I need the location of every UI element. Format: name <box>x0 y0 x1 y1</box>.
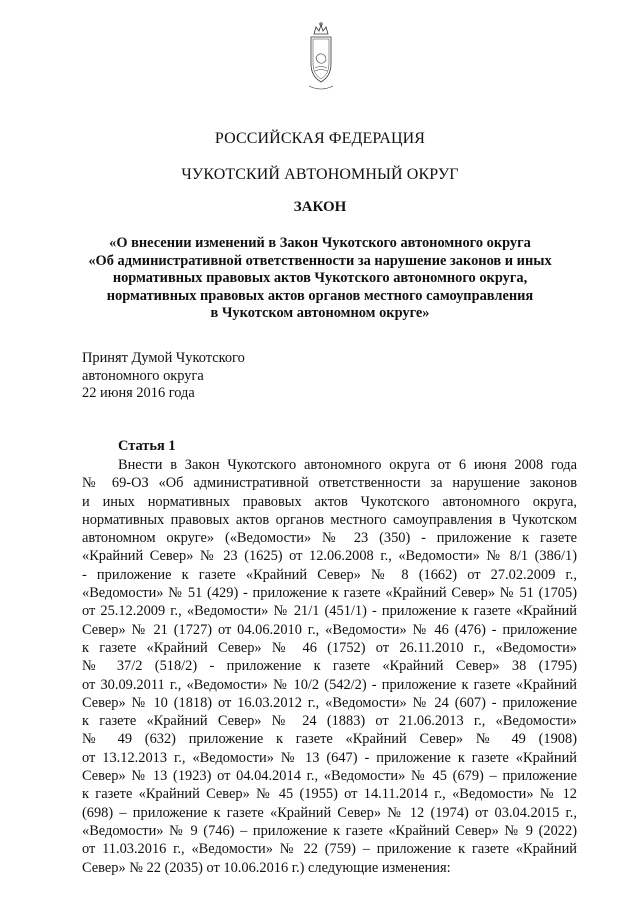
adoption-note <box>82 350 245 403</box>
article-body-line: «Крайний Север» № 23 (1625) от 12.06.2008 г., «Ведомости» № 8/1 (386/1) <box>82 548 577 565</box>
article-body-line: от 13.12.2013 г., «Ведомости» № 13 (647) - приложение к газете «Крайний <box>82 749 577 766</box>
law-title <box>60 235 580 323</box>
document-type: ЗАКОН <box>293 199 347 215</box>
article-body-line: от 25.12.2009 г., «Ведомости» № 21/1 (451/1) - приложение к газете «Крайний <box>82 603 577 620</box>
article-body-line: № 69-ОЗ «Об административной ответственности за нарушение законов <box>82 475 577 492</box>
adoption-line: Принят Думой Чукотского <box>82 350 245 366</box>
article-body-line: «Ведомости» № 51 (429) - приложение к газете «Крайний Север» № 51 (1705) <box>82 585 577 602</box>
article-body-line: № 37/2 (518/2) - приложение к газете «Крайний Север» 38 (1795) <box>82 658 577 675</box>
article-body-line: Север» № 21 (1727) от 04.06.2010 г., «Ведомости» № 46 (476) - приложение <box>82 621 577 638</box>
law-title-line: в Чукотском автономном округе» <box>210 305 430 322</box>
adoption-line: автономного округа <box>82 367 204 384</box>
article-body-line: и иных нормативных правовых актов Чукотского автономного округа, <box>82 493 577 510</box>
article-body-line: - приложение к газете «Крайний Север» № 8 (1662) от 27.02.2009 г., <box>82 566 577 583</box>
article-body-line: Север» № 13 (1923) от 04.04.2014 г., «Ведомости» № 45 (679) – приложение <box>82 768 577 785</box>
adoption-date: 22 июня 2016 года <box>82 385 195 402</box>
law-title-line: нормативных правовых актов Чукотского автономного округа, <box>112 270 528 287</box>
coat-of-arms-emblem <box>303 20 339 116</box>
article-body-line: «Ведомости» № 9 (746) – приложение к газете «Крайний Север» № 9 (2022) <box>82 822 577 839</box>
article-body-line: нормативных правовых актов органов местного самоуправления в Чукотском <box>82 511 577 528</box>
article-body-line: к газете «Крайний Север» № 24 (1883) от 21.06.2013 г., «Ведомости» <box>82 713 577 730</box>
article-body-line: № 49 (632) приложение к газете «Крайний Север» № 49 (1908) <box>82 731 577 748</box>
article-body-line: автономном округе» («Ведомости» № 23 (350) - приложение к газете <box>82 530 577 547</box>
article-body <box>82 456 577 877</box>
country-name: РОССИЙСКАЯ ФЕДЕРАЦИЯ <box>214 130 426 147</box>
article-body-line: (698) – приложение к газете «Крайний Север» № 12 (1974) от 03.04.2015 г., <box>82 804 577 821</box>
region-name: ЧУКОТСКИЙ АВТОНОМНЫЙ ОКРУГ <box>181 166 459 183</box>
law-title-line: нормативных правовых актов органов местного самоуправления <box>106 287 534 304</box>
article-body-line: от 11.03.2016 г., «Ведомости» № 22 (759) – приложение к газете «Крайний <box>82 841 577 858</box>
article-body-line: Внести в Закон Чукотского автономного округа от 6 июня 2008 года <box>118 457 577 473</box>
article-body-line: от 30.09.2011 г., «Ведомости» № 10/2 (542/2) - приложение к газете «Крайний <box>82 676 577 693</box>
article-body-line: Север» № 10 (1818) от 16.03.2012 г., «Ведомости» № 24 (607) - приложение <box>82 694 577 711</box>
article-body-line: к газете «Крайний Север» № 45 (1955) от 14.11.2014 г., «Ведомости» № 12 <box>82 786 577 803</box>
law-title-line: «О внесении изменений в Закон Чукотского автономного округа <box>109 235 531 251</box>
law-title-line: «Об административной ответственности за нарушение законов и иных <box>88 252 552 269</box>
article-body-line: к газете «Крайний Север» № 46 (1752) от 26.11.2010 г., «Ведомости» <box>82 639 577 656</box>
article-body-line: Север» № 22 (2035) от 10.06.2016 г.) следующие изменения: <box>82 859 451 876</box>
article-heading: Статья 1 <box>118 438 176 454</box>
